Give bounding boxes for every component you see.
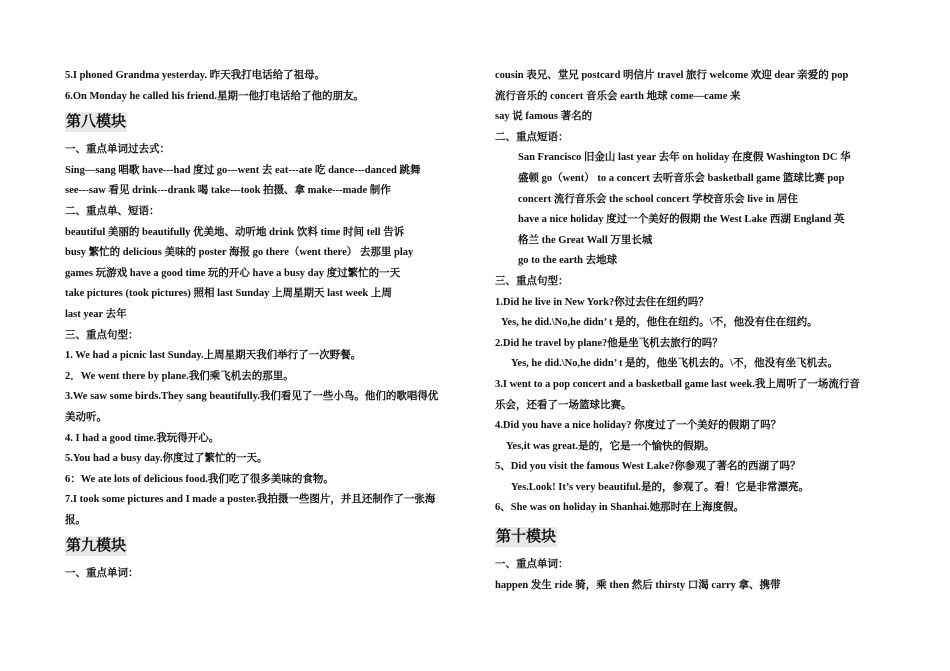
- section-heading: 三、重点句型：: [495, 275, 569, 287]
- text-line: 1.Did he live in New York?你过去住在纽约吗？: [495, 296, 709, 308]
- section-heading: 二、重点单、短语：: [65, 205, 160, 217]
- text-line: 报。: [65, 514, 86, 526]
- text-line: 格兰 the Great Wall 万里长城: [518, 234, 653, 246]
- text-line: 4.Did you have a nice holiday? 你度过了一个美好的假期了吗？: [495, 420, 782, 432]
- right-column: [495, 66, 887, 596]
- text-line: 6、She was on holiday in Shanhai.她那时在上海度假。: [495, 502, 745, 514]
- text-line: 5.You had a busy day.你度过了繁忙的一天。: [65, 453, 268, 465]
- text-line: have a nice holiday 度过一个美好的假期 the West Lake 西湖 England 英: [518, 214, 845, 226]
- text-line: 3.We saw some birds.They sang beautifully.我们看见了一些小鸟。他们的歌唱得优: [65, 391, 439, 403]
- text-line: 2.Did he travel by plane?他是坐飞机去旅行的吗？: [495, 337, 723, 349]
- text-line: San Francisco 旧金山 last year 去年 on holiday 在度假 Washington DC 华: [518, 152, 851, 164]
- section-heading: 一、重点单词：: [65, 568, 139, 580]
- text-line: take pictures (took pictures) 照相 last Sunday 上周星期天 last week 上周: [65, 288, 392, 300]
- text-line: busy 繁忙的 delicious 美味的 poster 海报 go there（went there） 去那里 play: [65, 247, 414, 259]
- text-line: say 说 famous 著名的: [495, 111, 593, 123]
- text-line: happen 发生 ride 骑，乘 then 然后 thirsty 口渴 carry 拿、携带: [495, 579, 781, 591]
- section-heading: 一、重点单词过去式：: [65, 144, 170, 156]
- text-line: 6.On Monday he called his friend.星期一他打电话给了他的朋友。: [65, 90, 364, 102]
- section-heading: 三、重点句型：: [65, 329, 139, 341]
- text-line: go to the earth 去地球: [518, 255, 618, 267]
- text-line: 7.I took some pictures and I made a poster.我拍摄一些图片，并且还制作了一张海: [65, 494, 436, 506]
- text-line: 美动听。: [65, 411, 107, 423]
- text-line: 3.I went to a pop concert and a basketball game last week.我上周听了一场流行音: [495, 378, 860, 390]
- section-heading: 二、重点短语：: [495, 131, 569, 143]
- left-column: [65, 66, 457, 585]
- text-line: games 玩游戏 have a good time 玩的开心 have a busy day 度过繁忙的一天: [65, 267, 401, 279]
- text-line: 流行音乐的 concert 音乐会 earth 地球 come—came 来: [495, 90, 741, 102]
- text-line: beautiful 美丽的 beautifully 优美地、动听地 drink 饮料 time 时间 tell 告诉: [65, 226, 405, 238]
- module-9-heading: 第九模块: [66, 538, 127, 555]
- text-line: 盛顿 go（went） to a concert 去听音乐会 basketball game 篮球比赛 pop: [518, 172, 845, 184]
- text-line: 4. I had a good time.我玩得开心。: [65, 432, 220, 444]
- text-line: cousin 表兄、堂兄 postcard 明信片 travel 旅行 welcome 欢迎 dear 亲爱的 pop: [495, 70, 849, 81]
- section-heading: 一、重点单词：: [495, 559, 569, 571]
- text-line: 5.I phoned Grandma yesterday. 昨天我打电话给了祖母。: [65, 70, 326, 81]
- module-10-heading: 第十模块: [496, 529, 557, 546]
- text-line: 5、Did you visit the famous West Lake?你参观了著名的西湖了吗？: [495, 461, 801, 473]
- text-line: 6：We ate lots of delicious food.我们吃了很多美味的食物。: [65, 473, 334, 485]
- text-line: 2．We went there by plane.我们乘飞机去的那里。: [65, 370, 294, 382]
- text-line: 乐会，还看了一场篮球比赛。: [495, 399, 632, 411]
- module-8-heading: 第八模块: [66, 114, 127, 131]
- text-line: see---saw 看见 drink---drank 喝 take---took 拍摄、拿 make---made 制作: [65, 185, 391, 197]
- text-line: Yes,it was great.是的，它是一个愉快的假期。: [506, 440, 715, 452]
- text-line: Yes.Look! It’s very beautiful.是的，参观了。看！它是非常漂亮。: [511, 481, 809, 493]
- text-line: concert 流行音乐会 the school concert 学校音乐会 live in 居住: [518, 193, 798, 205]
- text-line: Sing—sang 唱歌 have---had 度过 go---went 去 eat---ate 吃 dance---danced 跳舞: [65, 164, 421, 176]
- text-line: Yes, he did.\No,he didn’ t 是的，他坐飞机去的。\不，他没有坐飞机去。: [511, 358, 839, 370]
- text-line: Yes, he did.\No,he didn’ t 是的，他住在纽约。\不，他没有住在纽约。: [501, 317, 818, 329]
- text-line: last year 去年: [65, 308, 127, 320]
- text-line: 1. We had a picnic last Sunday.上周星期天我们举行了一次野餐。: [65, 350, 362, 362]
